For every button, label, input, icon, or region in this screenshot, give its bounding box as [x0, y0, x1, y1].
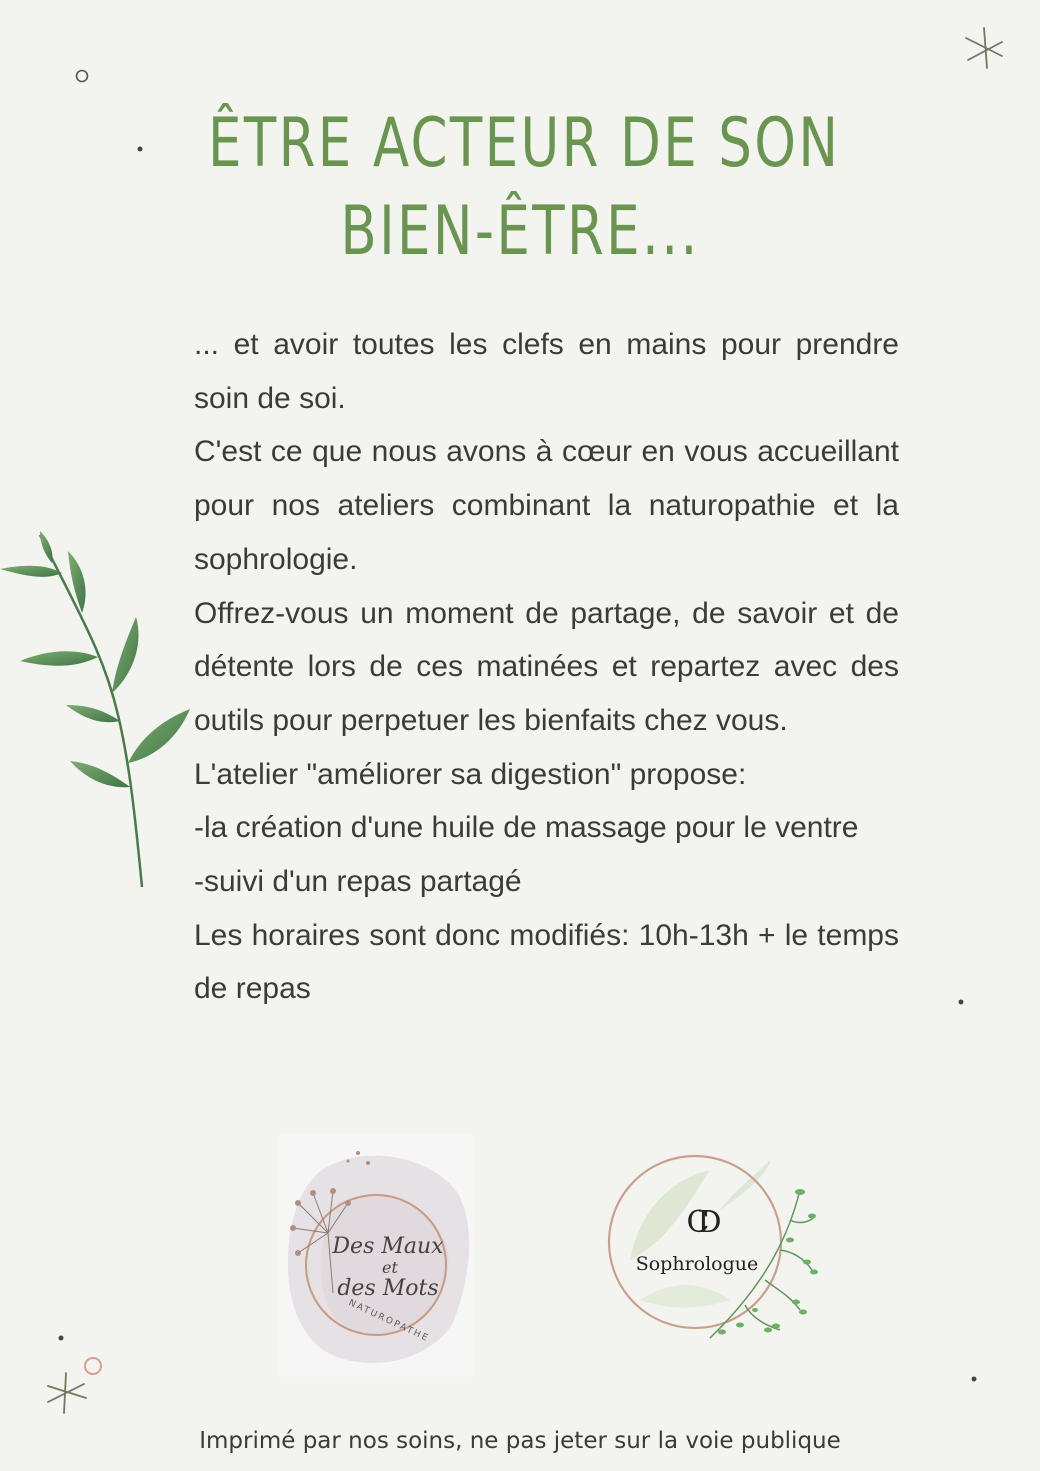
- paragraph-item-repas: -suivi d'un repas partagé: [194, 865, 522, 899]
- page-title: [208, 100, 841, 276]
- naturopathe-logo-line3: des Mots: [337, 1276, 439, 1301]
- paragraph-atelier: L'atelier "améliorer sa digestion" propose:: [194, 757, 747, 791]
- circle-icon: [74, 68, 90, 84]
- leaf-branch-icon: [0, 525, 200, 895]
- body-text: [194, 318, 899, 1016]
- dot-icon: [970, 1375, 978, 1383]
- star-icon: [44, 1370, 90, 1416]
- naturopathe-logo-line2: et: [382, 1258, 398, 1277]
- paragraph-horaires: Les horaires sont donc modifiés: 10h-13h + le temps de repas: [194, 918, 899, 1006]
- paragraph-item-massage: -la création d'une huile de massage pour le ventre: [194, 811, 859, 845]
- dot-icon: [57, 1334, 65, 1342]
- sophrologue-logo: [600, 1150, 820, 1345]
- sophrologue-label: Sophrologue: [635, 1253, 759, 1275]
- naturopathe-logo-subtitle: NATUROPATHE: [346, 1298, 431, 1345]
- title-line-1: ÊTRE ACTEUR DE SON: [208, 104, 841, 183]
- paragraph-intro: ... et avoir toutes les clefs en mains pour prendre soin de soi.: [194, 328, 899, 415]
- star-icon: [962, 26, 1006, 70]
- sophrologue-monogram: CD: [686, 1205, 710, 1240]
- footer-note: Imprimé par nos soins, ne pas jeter sur la voie publique: [199, 1428, 841, 1454]
- title-line-2: BIEN-ÊTRE...: [340, 192, 700, 271]
- dot-icon: [136, 145, 144, 153]
- paragraph-mission: C'est ce que nous avons à cœur en vous accueillant pour nos ateliers combinant la naturopathie et la sophrologie.: [194, 435, 899, 576]
- dot-icon: [957, 998, 965, 1006]
- paragraph-offer: Offrez-vous un moment de partage, de savoir et de détente lors de ces matinées et repartez avec des outils pour perpetuer les bienfaits chez vous.: [194, 596, 899, 737]
- naturopathe-logo: [278, 1133, 474, 1378]
- naturopathe-logo-line1: Des Maux: [332, 1234, 444, 1259]
